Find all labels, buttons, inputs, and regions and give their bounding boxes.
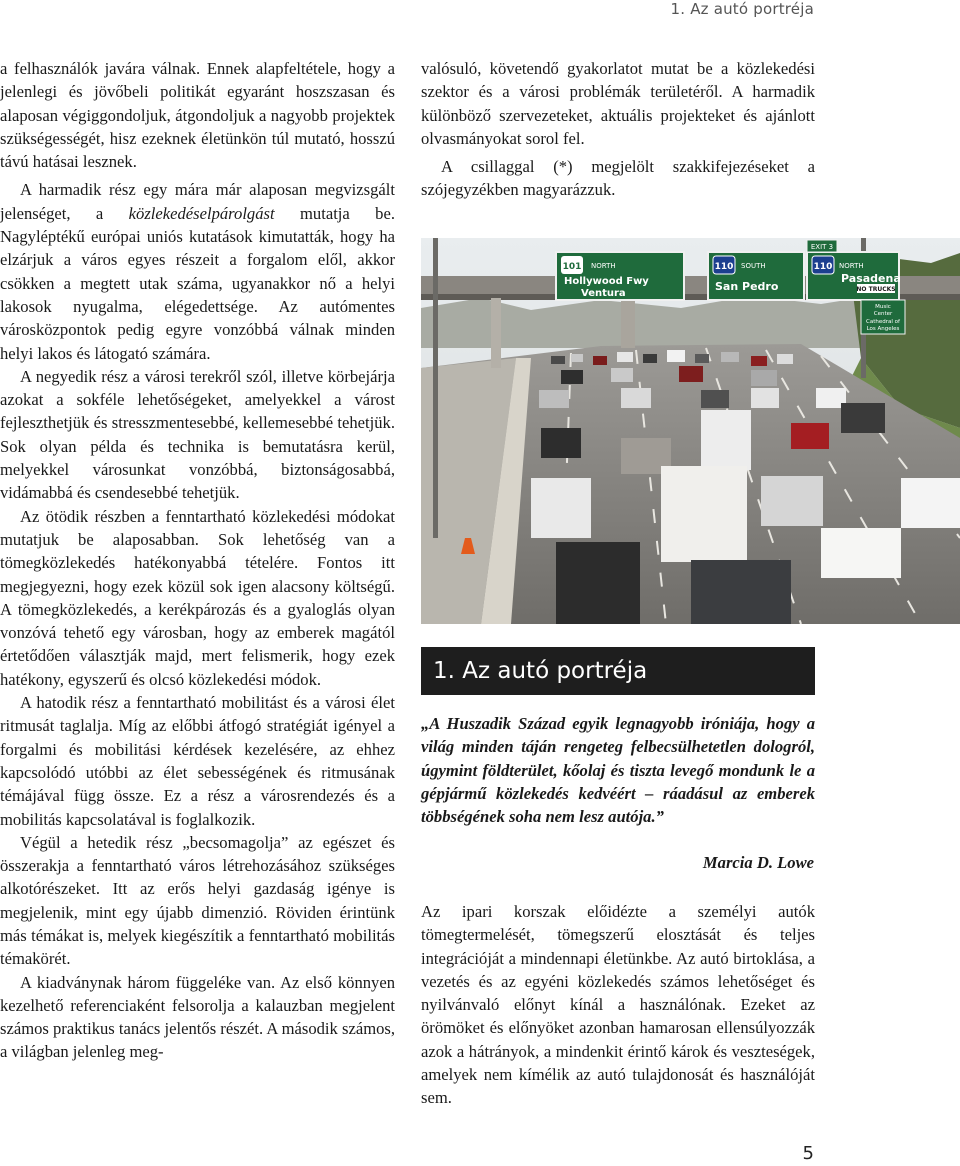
sign-direction: NORTH	[839, 262, 864, 270]
paragraph: A negyedik rész a városi terekről szól, illetve körbejárja azokat a sokféle lehetőségeket, amelyekkel a várost fejleszthetjük és stresszmentesebbé, kellemesebbé tehetjük. Sok olyan példa és technika is bemutatásra kerül, melyekkel városunkat vonzóbbá, biztonságosabbá, vidámabbá és csendesebbé tehetjük.	[0, 366, 395, 503]
sign-destination: Pasadena	[841, 272, 901, 285]
right-column	[421, 57, 815, 202]
running-header: 1. Az autó portréja	[670, 0, 814, 18]
paragraph: A csillaggal (*) megjelölt szakkifejezéseket a szójegyzékben magyarázzuk.	[421, 157, 815, 200]
paragraph: a felhasználók javára válnak. Ennek alapfeltétele, hogy a jelenlegi és jövőbeli politikát egyaránt hoszszasan és alaposan végiggondoljuk, átgondoljuk a nagyobb projektek szükségességét, hisz ezeknek életünkön túl mutató, hosszú távú hatásai lesznek.	[0, 59, 395, 172]
paragraph: Végül a hetedik rész „becsomagolja” az egészet és összerakja a fenntartható város létrehozásához szükséges alkotórészeket. Itt az erős helyi gazdaság igénye is megjelenik, mint egy újabb dimenzió. Röviden érintünk más témákat is, melyek kiegészítik a fenntartható mobilitás témakörét.	[0, 832, 395, 969]
technical-term: közlekedéselpárolgást	[128, 203, 275, 223]
intro-paragraph: Az ipari korszak előidézte a személyi autók tömegtermelését, tömegszerű elosztását és teljes integrációját a mindennapi életünkbe. Az autó birtoklása, a vezetés és az egyéni közlekedés számos lehetőséget és nyilvánvaló előnyt kínál a használónak. Ezeket az örömöket és előnyöket azonban hamarosan ellensúlyozzák azok a hátrányok, a mindenkit érintő károk és veszteségek, amelyek nem kímélik az autó tulajdonosát és használóját sem.	[421, 902, 815, 1108]
paragraph: A kiadványnak három függeléke van. Az első könnyen kezelhető referenciaként felsorolja a kalauzban megjelent számos praktikus tanács jelentős részét. A második számos, a világban jelenleg meg-	[0, 972, 395, 1062]
epigraph-quote: „A Huszadik Század egyik legnagyobb iróniája, hogy a világ minden táján rengeteg felbecsülhetetlen dologról, úgymint földterület, kőolaj és tiszta levegő mondunk le a gépjármű közlekedés kedvéért – ráadásul az emberek többségének soha nem lesz autója.”	[421, 714, 815, 827]
side-sign-text: Cathedral of	[866, 319, 900, 325]
sign-exit: EXIT 3	[810, 243, 834, 251]
sign-notice: NO TRUCKS	[856, 286, 896, 293]
paragraph: Az ötödik részben a fenntartható közlekedési módokat mutatjuk be alaposabban. Sok lehetőség van a tömegközlekedés hatékonyabbá tételére. Fontos itt megjegyezni, hogy ezek közül sok igen alacsony költségű. A tömegközlekedés, a kerékpározás és a gyaloglás olyan vonzóvá tehető egy városban, hogy az emberek magától értetődően választják majd, mert felismerik, hogy ezek hatékony, egyszerű és olcsó közlekedési módok.	[0, 506, 395, 689]
sign-direction: SOUTH	[741, 262, 766, 270]
chapter-title: 1. Az autó portréja	[421, 647, 815, 695]
sign-direction: NORTH	[591, 262, 616, 270]
paragraph: A hatodik rész a fenntartható mobilitást és a városi élet ritmusát taglalja. Míg az előbbi átfogó stratégiát igényel a forgalmi és mobilitási kérdések kezelésére, az ehhez kapcsolódó utóbbi az élet sebességének és ritmusának témájával függ össze. Ez a rész a városrendezés és a mobilitás kapcsolatával is foglalkozik.	[0, 693, 395, 829]
left-column	[0, 57, 395, 1064]
epigraph-author: Marcia D. Lowe	[702, 853, 814, 872]
paragraph: valósuló, követendő gyakorlatot mutat be a közlekedési szektor és a városi problémák területéről. A harmadik különböző szervezeteket, aktuális projekteket és ajánlott olvasmányokat sorol fel.	[421, 59, 815, 148]
sign-destination: Hollywood Fwy	[564, 276, 649, 287]
side-sign-text: Los Angeles	[866, 326, 900, 332]
sign-destination: Ventura	[581, 288, 626, 299]
sign-destination: San Pedro	[715, 280, 779, 293]
side-sign-text: Music	[875, 304, 891, 310]
page-number: 5	[802, 1143, 814, 1164]
sign-shield-110: 110	[813, 262, 833, 272]
freeway-photo	[421, 238, 960, 624]
sign-shield-101: 101	[562, 262, 582, 272]
sign-shield-110: 110	[714, 262, 734, 272]
paragraph: A harmadik rész egy mára már alaposan megvizsgált jelenséget, a közlekedéselpárolgást mutatja be. Nagyléptékű európai uniós kutatások kimutatták, hogy ha elzárjuk a város egyes részeit a forgalom elől, akkor csökken a megtett utak száma, ugyanakkor nő a helyi lakosok nyugalma, elégedettsége. Az autómentes városközpontok pedig egyre vonzóbbá válnak minden helyi lakos és látogató számára.	[0, 180, 395, 363]
side-sign-text: Center	[873, 311, 893, 317]
